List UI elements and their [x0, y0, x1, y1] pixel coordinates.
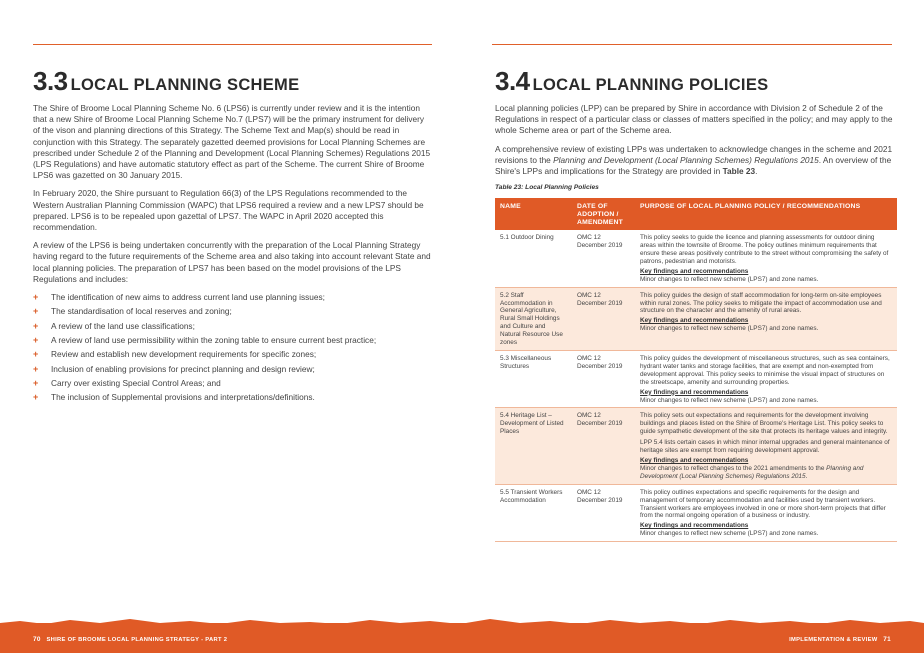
section-number: 3.4: [495, 66, 530, 96]
section-title: LOCAL PLANNING POLICIES: [532, 76, 769, 94]
plus-bullet-icon: +: [33, 306, 39, 317]
recommendation: Minor changes to reflect new scheme (LPS7) and zone names.: [640, 325, 819, 333]
table-row: [495, 484, 897, 541]
section-heading-3-3: [33, 66, 431, 97]
paragraph: Local planning policies (LPP) can be prepared by Shire in accordance with Division 2 of Schedule 2 of the Regulations in respect of a particular class or classes of matters specified in the policy; and may apply to the whole Scheme area or part of the Scheme area.: [495, 103, 893, 136]
list-item: + The inclusion of Supplemental provisions and interpretations/definitions.: [33, 392, 315, 403]
adoption-date: OMC 12 December 2019: [572, 287, 635, 350]
top-rule-left: [33, 44, 432, 45]
policy-purpose: This policy outlines expectations and specific requirements for the design and management of temporary accommodation and facilities used by transient workers. Transient workers are employees involved in one or more short-term projects that differ from the normal ongoing operation of a business or industry. Key findings and recommendations Minor changes to reflect new scheme (LPS7) and zone names.: [635, 484, 897, 541]
paragraph: A comprehensive review of existing LPPs was undertaken to acknowledge changes in the scheme and 2021 revisions to the Planning and Development (Local Planning Schemes) Regulations 2015. An overview of the Shire's LPPs and implications for the Strategy are provided in Table 23.: [495, 143, 893, 177]
plus-bullet-icon: +: [33, 392, 39, 403]
table-row: [495, 287, 897, 350]
table-row: [495, 351, 897, 408]
paragraph: In February 2020, the Shire pursuant to Regulation 66(3) of the LPS Regulations recommended to the Western Australian Planning Commission (WAPC) that LPS6 required a review and a new LPS7 should be prepared. LPS6 is to be repealed upon gazettal of LPS7. The WAPC in April 2020 accepted this recommendation.: [33, 188, 424, 233]
policy-name: 5.5 Transient Workers Accommodation: [495, 484, 572, 541]
column-header-purpose: PURPOSE OF LOCAL PLANNING POLICY / RECOMMENDATIONS: [635, 198, 897, 230]
policy-purpose: This policy seeks to guide the licence and planning assessments for outdoor dining areas within the townsite of Broome. The policy outlines minimum requirements that ensure these areas positively contribute to the street without compromising the safety of patrons, pedestrian and motorists. Key findings and recommendations Minor changes to reflect new scheme (LPS7) and zone names.: [635, 230, 897, 287]
list-item: + The standardisation of local reserves and zoning;: [33, 306, 232, 317]
key-findings-label: Key findings and recommendations: [640, 456, 749, 464]
top-rule-right: [492, 44, 892, 45]
recommendation: Minor changes to reflect changes to the 2021 amendments to the Planning and Development (Local Planning Schemes) Regulations 2015.: [640, 464, 864, 480]
footer-right: [789, 636, 891, 643]
table-reference: Table 23: [722, 166, 756, 177]
list-item: + The identification of new aims to address current land use planning issues;: [33, 292, 325, 303]
paragraph: The Shire of Broome Local Planning Scheme No. 6 (LPS6) is currently under review and it is the intention that a new Shire of Broome Local Planning Scheme No.7 (LPS7) will be the primary instrument for delivery of the vison and planning directions of this Strategy. The Scheme Text and Map(s) should be read in conjunction with this Strategy. The separately gazetted deemed provisions for Local Planning Schemes are prescribed under Schedule 2 of the Planning and Development (Local Planning Schemes) Regulations 2015 (LPS Regulations) and have automatic statutory effect as part of the Scheme. The current Shire of Broome LPS6 was gazetted on 30 January 2015.: [33, 103, 431, 181]
plus-bullet-icon: +: [33, 377, 39, 388]
adoption-date: OMC 12 December 2019: [572, 408, 635, 484]
plus-bullet-icon: +: [33, 292, 39, 303]
section-title: LOCAL PLANNING SCHEME: [70, 76, 300, 94]
table-header-row: [495, 198, 897, 230]
table-caption: Table 23: Local Planning Policies: [495, 184, 599, 192]
page-footer: [0, 623, 924, 653]
key-findings-label: Key findings and recommendations: [640, 267, 749, 275]
policy-purpose: This policy guides the design of staff accommodation for long-term on-site employees within rural zones. The policy seeks to mitigate the impact of accommodation use and structure on the character and the amenity of rural areas. Key findings and recommendations Minor changes to reflect new scheme (LPS7) and zone names.: [635, 287, 897, 350]
page-number-right: 71: [883, 636, 891, 643]
key-findings-label: Key findings and recommendations: [640, 388, 749, 396]
recommendation: Minor changes to reflect new scheme (LPS7) and zone names.: [640, 530, 819, 538]
page-number-left: 70: [33, 636, 41, 643]
policy-name: 5.2 Staff Accommodation in General Agriculture, Rural Small Holdings and Culture and Natural Resource Use zones: [495, 287, 572, 350]
local-planning-policies-table: [495, 198, 897, 542]
bullet-list: [33, 292, 431, 402]
paragraph: A review of the LPS6 is being undertaken concurrently with the preparation of the Local Planning Strategy having regard to the future requirements of the Scheme area and also taking into account relevant State and local planning policies. The preparation of LPS7 has been based on the model provisions of the LPS Regulations and includes:: [33, 240, 431, 284]
plus-bullet-icon: +: [33, 349, 39, 360]
policy-name: 5.3 Miscellaneous Structures: [495, 351, 572, 408]
policy-purpose: This policy guides the development of miscellaneous structures, such as sea containers, hydrant water tanks and storage facilities, that are exempt and non-exempted from development approval. This policy seeks to minimise the visual impact of structures on the streetscape, amenity and surrounding properties. Key findings and recommendations Minor changes to reflect new scheme (LPS7) and zone names.: [635, 351, 897, 408]
policy-name: 5.4 Heritage List – Development of Listed Places: [495, 408, 572, 484]
recommendation: Minor changes to reflect new scheme (LPS7) and zone names.: [640, 396, 819, 404]
section-heading-3-4: [495, 66, 897, 97]
adoption-date: OMC 12 December 2019: [572, 351, 635, 408]
table-row: [495, 408, 897, 484]
recommendation: Minor changes to reflect new scheme (LPS7) and zone names.: [640, 275, 819, 283]
policy-purpose: This policy sets out expectations and requirements for the development involving buildings and places listed on the Shire of Broome's Heritage List. This policy seeks to guide sympathetic development of the site that protects its heritage values and integrity. LPP 5.4 lists certain cases in which minor internal upgrades and general maintenance of heritage sites are exempt from requiring development approval. Key findings and recommendations Minor changes to reflect changes to the 2021 amendments to the Planning and Development (Local Planning Schemes) Regulations 2015.: [635, 408, 897, 484]
key-findings-label: Key findings and recommendations: [640, 522, 749, 530]
left-column: [33, 66, 431, 406]
policy-name: 5.1 Outdoor Dining: [495, 230, 572, 287]
list-item: + A review of land use permissibility within the zoning table to ensure current best practice;: [33, 334, 377, 345]
column-header-date: DATE OF ADOPTION / AMENDMENT: [572, 198, 635, 230]
regulation-title: Planning and Development (Local Planning Schemes) Regulations 2015: [553, 154, 819, 165]
footer-document-title: SHIRE OF BROOME LOCAL PLANNING STRATEGY - PART 2: [46, 637, 228, 643]
column-header-name: NAME: [495, 198, 572, 230]
plus-bullet-icon: +: [33, 320, 39, 331]
table-row: [495, 230, 897, 287]
adoption-date: OMC 12 December 2019: [572, 484, 635, 541]
right-column: [495, 66, 897, 542]
torn-paper-edge: [0, 617, 924, 629]
list-item: + Inclusion of enabling provisions for precinct planning and design review;: [33, 363, 315, 374]
section-number: 3.3: [33, 66, 68, 96]
list-item: + A review of the land use classifications;: [33, 320, 195, 331]
key-findings-label: Key findings and recommendations: [640, 317, 749, 325]
plus-bullet-icon: +: [33, 363, 39, 374]
list-item: + Carry over existing Special Control Areas; and: [33, 377, 221, 388]
plus-bullet-icon: +: [33, 334, 39, 345]
adoption-date: OMC 12 December 2019: [572, 230, 635, 287]
footer-section-title: IMPLEMENTATION & REVIEW: [789, 637, 878, 643]
footer-left: [33, 636, 227, 643]
list-item: + Review and establish new development requirements for specific zones;: [33, 349, 317, 360]
